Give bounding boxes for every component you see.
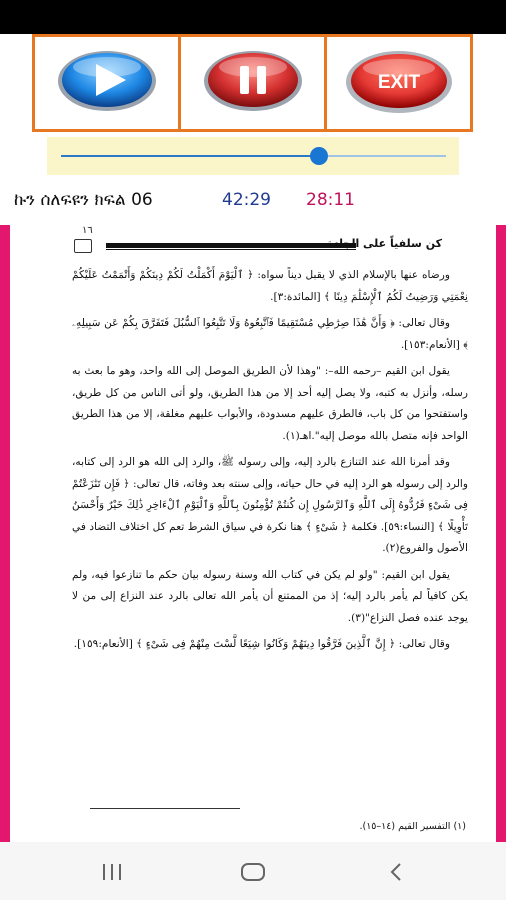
status-bar (0, 0, 506, 34)
navigation-bar (0, 842, 506, 900)
seek-bar-panel (47, 137, 459, 175)
page-body (72, 265, 468, 661)
seek-track[interactable] (61, 155, 446, 157)
header-rule (106, 243, 356, 248)
footnote-rule (90, 808, 240, 809)
page-number: ١٦ (82, 225, 93, 236)
play-button[interactable] (35, 37, 178, 129)
exit-label: EXIT (377, 72, 420, 93)
elapsed-time: 28:11 (306, 190, 355, 210)
paragraph: يقول ابن القيم: "ولو لم يكن في كتاب الله وسنة رسوله بيان حكم ما تنازعوا فيه، ولم يكن كافياً لم يأمر بالرد إليه؛ إذ من الممتنع أن يأمر الله تعالى بالرد عند النزاع إلى من لا يوجد عنده فصل النزاع"(٣). (72, 568, 468, 624)
book-page[interactable] (10, 225, 496, 842)
pause-icon (202, 49, 304, 113)
track-info (0, 186, 506, 216)
footnote: (١) التفسير القيم (١٤–١٥). (359, 821, 466, 832)
player-controls (32, 34, 473, 132)
pause-button[interactable] (178, 37, 324, 129)
home-button[interactable] (233, 860, 273, 884)
play-icon (56, 49, 158, 113)
exit-icon (344, 49, 454, 115)
seek-thumb[interactable] (310, 147, 328, 165)
page-frame (0, 225, 506, 842)
back-chevron-icon (388, 862, 404, 882)
recents-button[interactable] (92, 860, 132, 884)
seek-progress (61, 155, 319, 157)
header-rule-thin (106, 249, 356, 250)
exit-button[interactable] (324, 37, 470, 129)
track-title: ኩን ሰለፍዩን ክፍል 06 (14, 190, 153, 210)
page-header-title: كن سلفياً على الجادة (327, 237, 442, 250)
paragraph: وقد أمرنا الله عند التنازع بالرد إليه، وإلى رسوله ﷺ، والرد إلى الله هو الرد إلى كتابه، والرد إلى رسوله هو الرد إليه في حال حياته، وإلى سنته بعد وفاته، قال تعالى: ﴿ فَإِن تَنَٰزَعْتُمْ فِى شَىْءٍ فَرُدُّوهُ إِلَى ٱللَّهِ وَٱلرَّسُولِ إِن كُنتُمْ تُؤْمِنُونَ بِٱللَّهِ وَٱلْيَوْمِ ٱلْءَاخِرِ ذَٰلِكَ خَيْرٌ وَأَحْسَنُ تَأْوِيلًا ﴾ [النساء:٥٩]. فكلمة ﴿ شَىْءٍ ﴾ هنا نكرة في سياق الشرط تعم كل اختلاف التضاد في الأصول والفروع(٢). (72, 456, 469, 554)
recents-icon (100, 863, 124, 881)
back-button[interactable] (376, 860, 416, 884)
paragraph: وقال تعالى: ﴿ إِنَّ ٱلَّذِينَ فَرَّقُوا دِينَهُمْ وَكَانُوا شِيَعًا لَّسْتَ مِنْهُمْ فِى شَىْءٍ ﴾ [الأنعام:١٥٩]. (73, 638, 450, 650)
paragraph: وقال تعالى: ﴿ وَأَنَّ هَٰذَا صِرَٰطِي مُسْتَقِيمًا فَٱتَّبِعُوهُ وَلَا تَتَّبِعُوا ٱلسُّبُلَ فَتَفَرَّقَ بِكُمْ عَن سَبِيلِهِۦ ﴾ [الأنعام:١٥٣]. (72, 317, 468, 351)
paragraph: ورضاه عنها بالإسلام الذي لا يقبل ديناً سواه: ﴿ ٱلْيَوْمَ أَكْمَلْتُ لَكُمْ دِينَكُمْ وَأَتْمَمْتُ عَلَيْكُمْ نِعْمَتِي وَرَضِيتُ لَكُمُ ٱلْإِسْلَٰمَ دِينًا ﴾ [المائدة:٣]. (72, 269, 468, 303)
paragraph: يقول ابن القيم –رحمه الله–: "وهذا لأن الطريق الموصل إلى الله واحد، وهو ما بعث به رسله، وأنزل به كتبه، ولا يصل إليه أحد إلا من هذا الطريق، ولو أتى الناس من كل طريق، واستفتحوا من كل باب، فالطرق عليهم مسدودة، والأبواب عليهم مغلقة، إلا من هذا الطريق الواحد فإنه متصل بالله موصل إليه".اهـ(١). (72, 365, 468, 442)
book-icon (74, 239, 92, 253)
home-icon (240, 862, 266, 882)
total-time: 42:29 (222, 190, 271, 210)
